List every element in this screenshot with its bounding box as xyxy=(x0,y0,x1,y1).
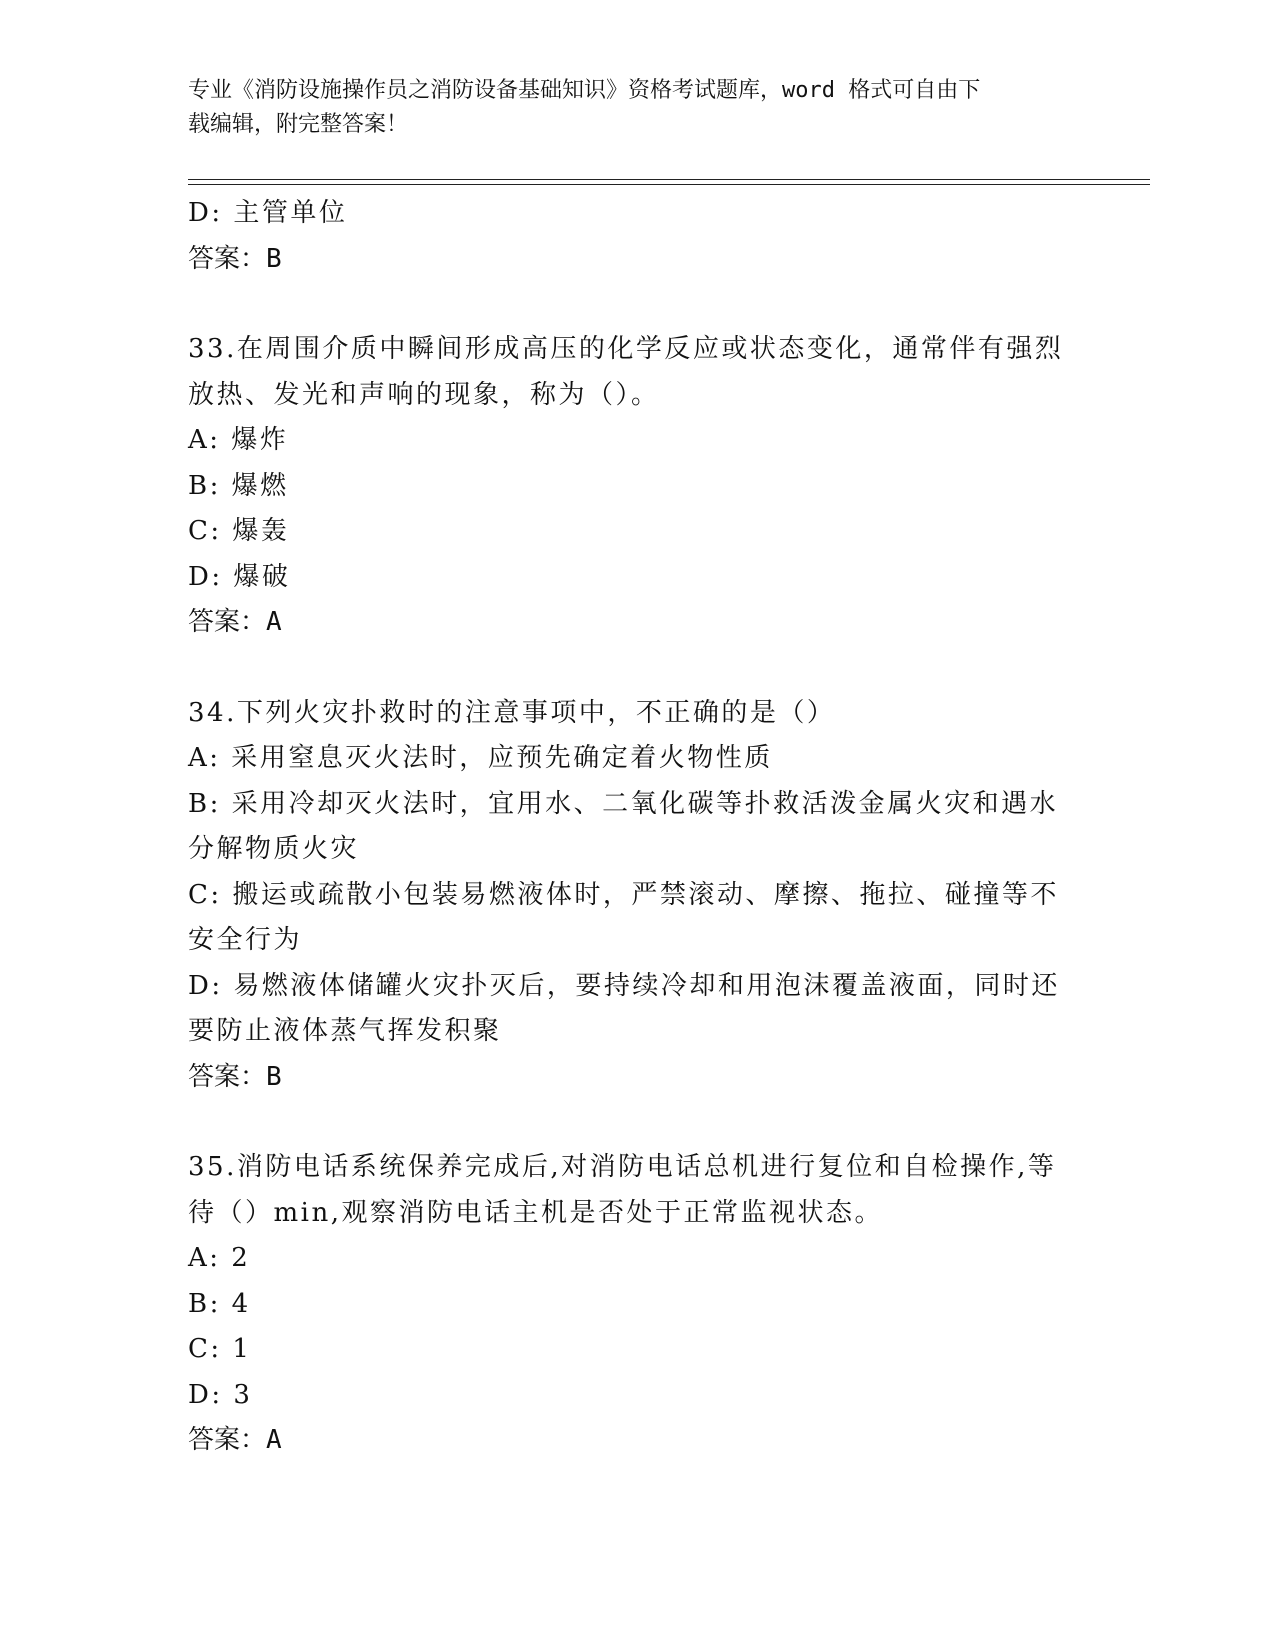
header-divider-top xyxy=(188,179,1150,180)
option-d: D: 爆破 xyxy=(188,561,291,592)
option-c: C: 搬运或疏散小包装易燃液体时，严禁滚动、摩擦、拖拉、碰撞等不 xyxy=(188,879,1059,910)
option-a: A: 2 xyxy=(188,1243,251,1273)
option-d: D: 3 xyxy=(188,1379,253,1410)
option-c-cont: 安全行为 xyxy=(188,925,303,955)
option-c: C: 爆轰 xyxy=(188,516,290,546)
header-title-line-2: 载编辑，附完整答案！ xyxy=(188,112,409,137)
page-header xyxy=(188,74,1068,142)
answer: 答案：A xyxy=(188,1425,282,1455)
spacer xyxy=(188,646,1088,691)
spacer xyxy=(188,1100,1088,1145)
question-stem: 35.消防电话系统保养完成后,对消防电话总机进行复位和自检操作,等 xyxy=(188,1152,1057,1182)
question-stem-cont: 待（）min,观察消防电话主机是否处于正常监视状态。 xyxy=(188,1197,883,1228)
question-35 xyxy=(188,1145,1088,1464)
option-b: B: 爆燃 xyxy=(188,470,289,501)
answer: 答案：A xyxy=(188,607,282,637)
option-b: B: 4 xyxy=(188,1288,251,1319)
option-a: A: 爆炸 xyxy=(188,425,289,455)
question-32-tail xyxy=(188,191,1088,282)
option-b-cont: 分解物质火灾 xyxy=(188,834,360,864)
question-33 xyxy=(188,327,1088,646)
question-stem: 34.下列火灾扑救时的注意事项中，不正确的是（） xyxy=(188,697,836,728)
header-divider-bottom xyxy=(188,184,1150,185)
question-stem-cont: 放热、发光和声响的现象，称为（）。 xyxy=(188,379,660,410)
question-content xyxy=(188,191,1088,1464)
question-stem: 33.在周围介质中瞬间形成高压的化学反应或状态变化，通常伴有强烈 xyxy=(188,334,1064,364)
option-d: D: 易燃液体储罐火灾扑灭后，要持续冷却和用泡沫覆盖液面，同时还 xyxy=(188,970,1060,1001)
option-d-cont: 要防止液体蒸气挥发积聚 xyxy=(188,1016,502,1046)
answer: 答案：B xyxy=(188,243,282,274)
spacer xyxy=(188,282,1088,327)
option-a: A: 采用窒息灭火法时，应预先确定着火物性质 xyxy=(188,743,773,773)
header-title-line-1: 专业《消防设施操作员之消防设备基础知识》资格考试题库，word 格式可自由下 xyxy=(188,78,981,103)
answer: 答案：B xyxy=(188,1061,282,1092)
option-d: D: 主管单位 xyxy=(188,198,348,228)
question-34 xyxy=(188,691,1088,1101)
option-c: C: 1 xyxy=(188,1334,252,1364)
option-b: B: 采用冷却灭火法时，宜用水、二氧化碳等扑救活泼金属火灾和遇水 xyxy=(188,788,1059,819)
